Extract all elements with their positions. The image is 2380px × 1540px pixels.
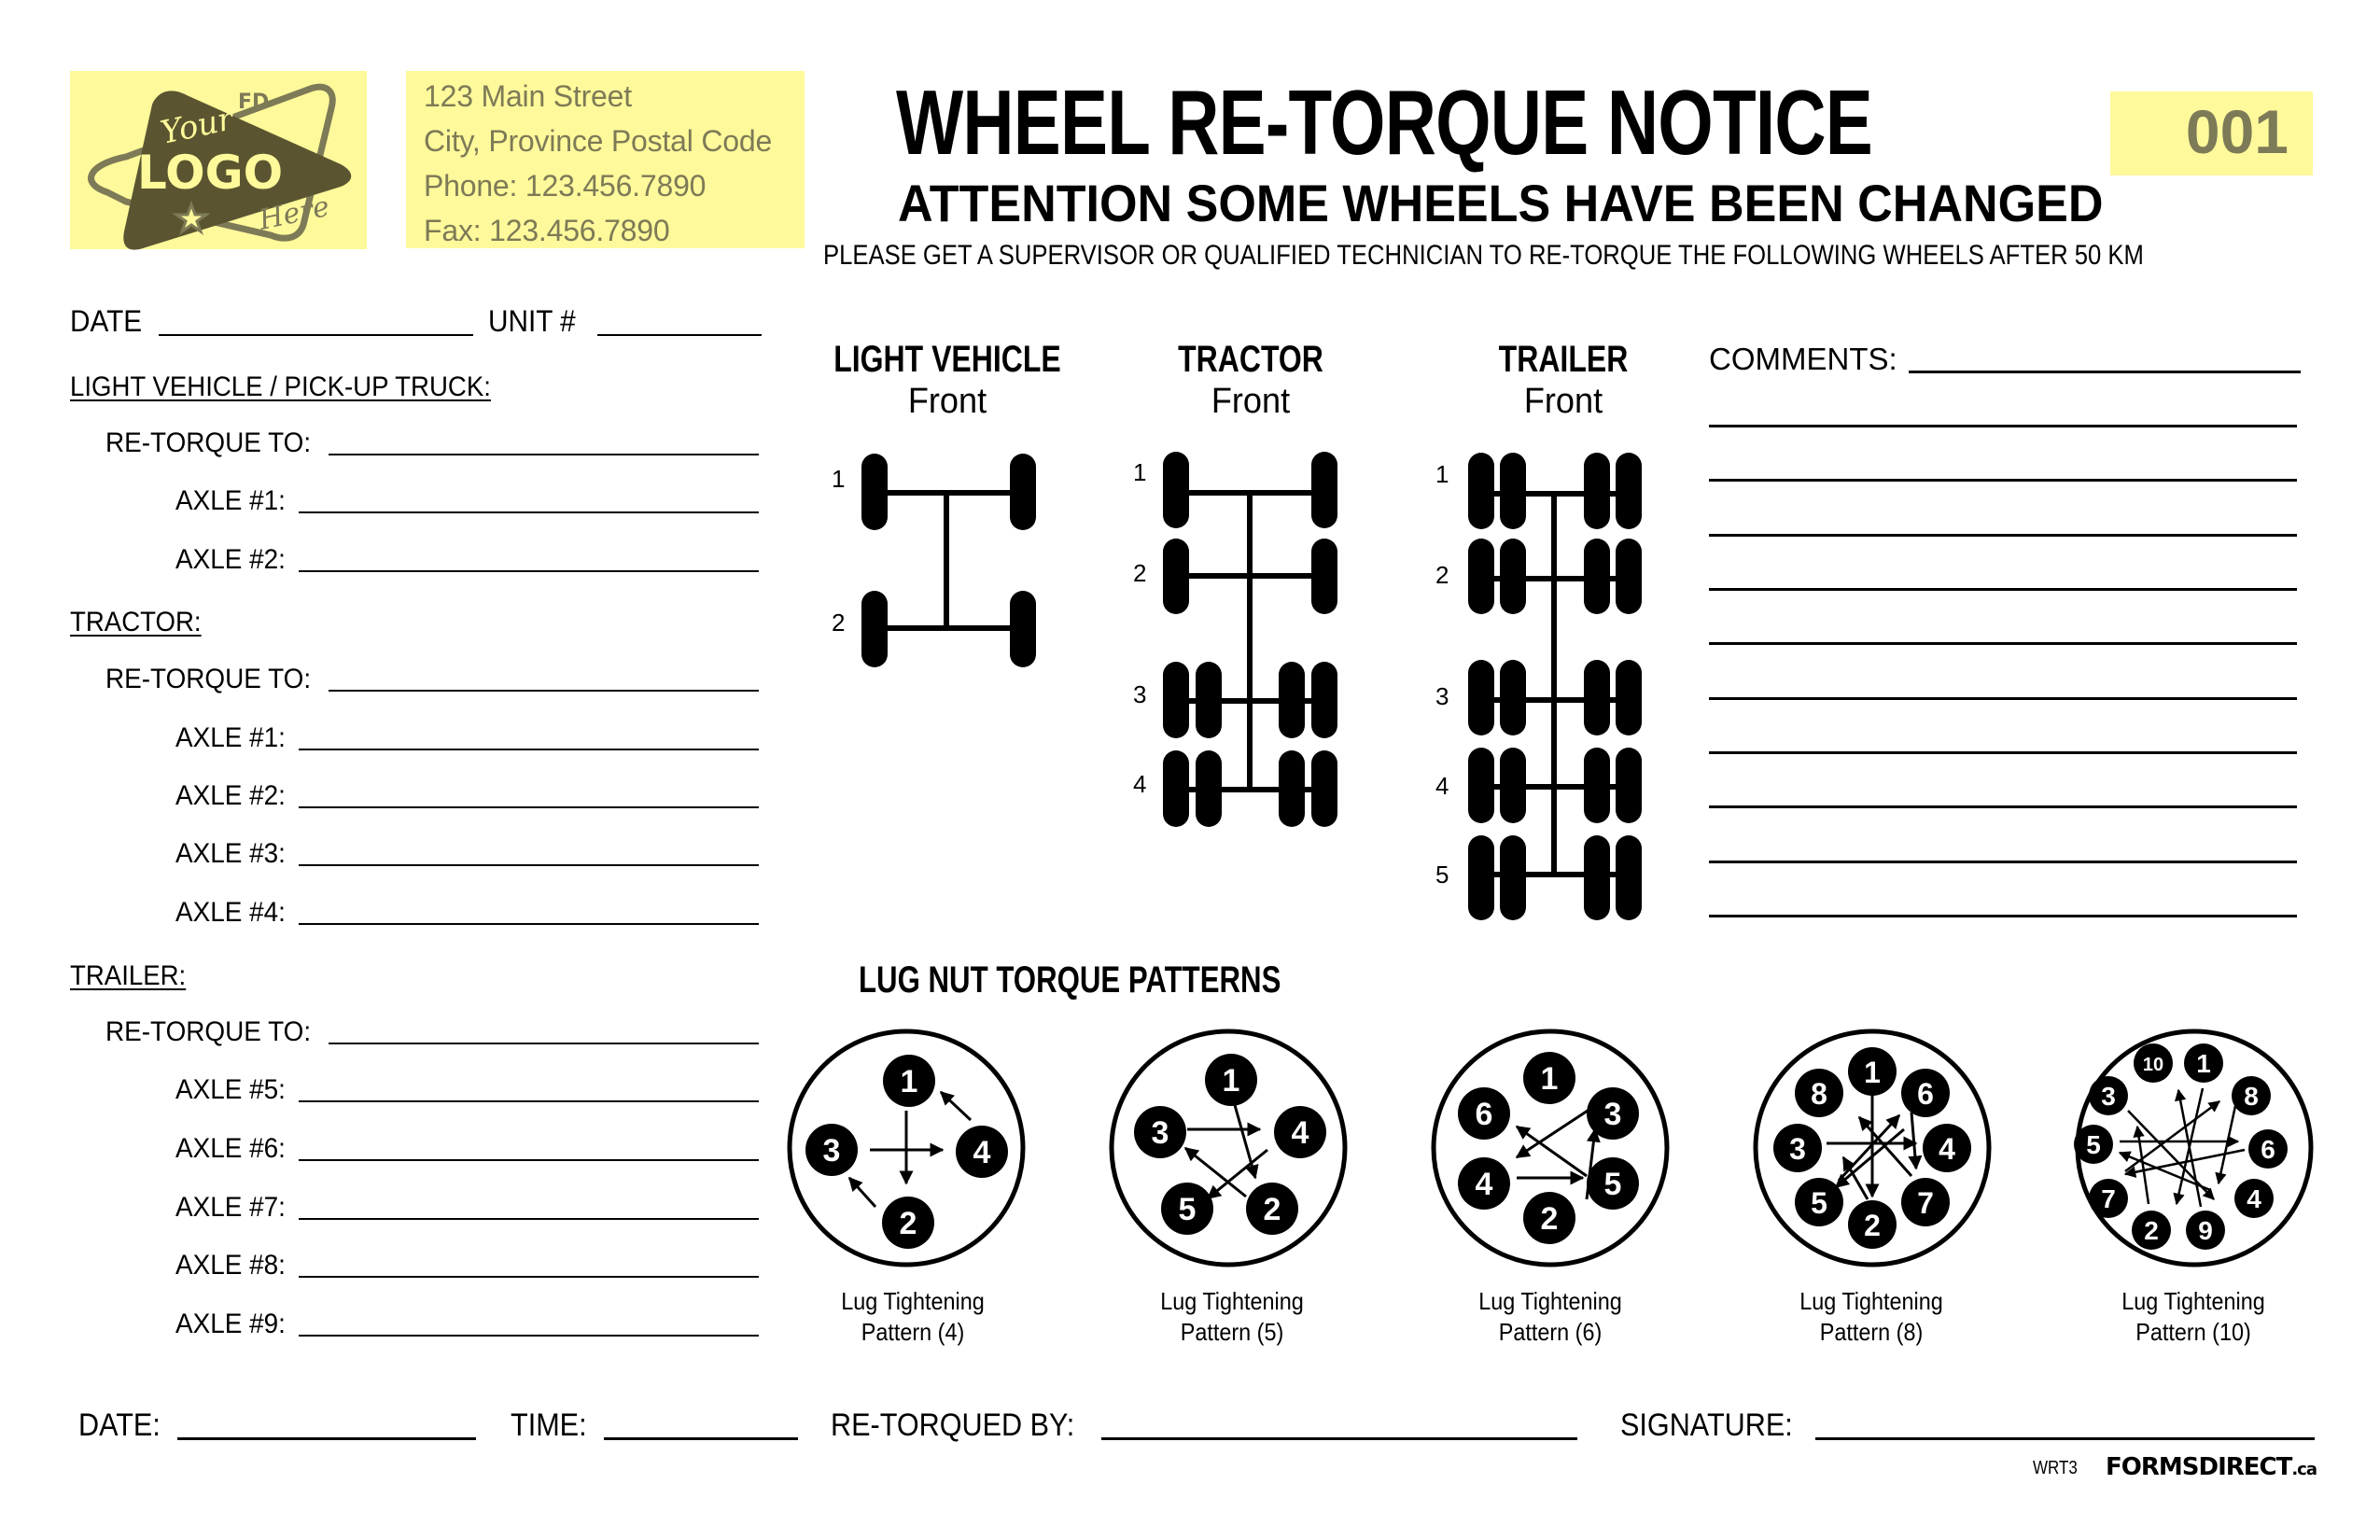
- svg-text:3: 3: [2101, 1082, 2116, 1111]
- footer-retorqued-by-input[interactable]: [1101, 1437, 1577, 1440]
- footer-time-label: TIME:: [511, 1407, 587, 1443]
- lug-pattern-6-icon: [1434, 1031, 1667, 1265]
- trailer-diagram-title: TRAILER: [1498, 339, 1629, 380]
- tractor-axle-3-label: AXLE #3:: [175, 838, 286, 869]
- svg-text:5: 5: [2086, 1130, 2101, 1159]
- lv-retorque-label: RE-TORQUE TO:: [105, 427, 312, 458]
- lug-caption-10: [2084, 1286, 2303, 1348]
- logo-text-logo: LOGO: [137, 146, 284, 200]
- address-phone: Phone: 123.456.7890: [424, 169, 707, 203]
- svg-text:1: 1: [1222, 1063, 1240, 1099]
- date-label: DATE: [70, 304, 143, 338]
- trailer-axle-9-label: AXLE #9:: [175, 1309, 286, 1339]
- tractor-diagram-front: Front: [1211, 382, 1291, 421]
- footer-signature-input[interactable]: [1815, 1437, 2315, 1440]
- lug-caption-6-line2: Pattern (6): [1498, 1318, 1603, 1346]
- svg-text:4: 4: [1291, 1115, 1309, 1151]
- trailer-axle-5-label: AXLE #5:: [175, 1074, 286, 1105]
- svg-text:3: 3: [1789, 1132, 1806, 1166]
- page-subtitle: ATTENTION SOME WHEELS HAVE BEEN CHANGED: [898, 174, 2104, 232]
- lug-caption-4-line1: Lug Tightening: [841, 1287, 985, 1315]
- lv-diagram-title: LIGHT VEHICLE: [833, 339, 1061, 380]
- footer-date-label: DATE:: [78, 1407, 161, 1443]
- lv-diagram-front: Front: [907, 382, 987, 421]
- tractor-axle-number-4: 4: [1133, 770, 1147, 798]
- page-title: WHEEL RE-TORQUE NOTICE: [896, 71, 1872, 174]
- svg-text:3: 3: [822, 1133, 841, 1169]
- lv-axle-2-label: AXLE #2:: [175, 544, 286, 575]
- tractor-diagram-title: TRACTOR: [1178, 339, 1323, 380]
- svg-text:5: 5: [1603, 1167, 1622, 1202]
- svg-text:7: 7: [2101, 1184, 2116, 1213]
- svg-text:8: 8: [2244, 1082, 2259, 1111]
- form-code: WRT3: [2033, 1458, 2078, 1478]
- svg-text:5: 5: [1811, 1186, 1827, 1220]
- lug-pattern-5-icon: [1112, 1031, 1345, 1265]
- logo-badge: FD: [238, 91, 270, 114]
- tractor-axle-1-label: AXLE #1:: [175, 722, 286, 753]
- form-number: 001: [2185, 97, 2289, 166]
- trailer-retorque-label: RE-TORQUE TO:: [105, 1016, 312, 1047]
- svg-text:8: 8: [1811, 1077, 1827, 1111]
- svg-text:4: 4: [1939, 1132, 1955, 1166]
- lug-caption-5-line1: Lug Tightening: [1160, 1287, 1304, 1315]
- svg-text:4: 4: [973, 1135, 991, 1170]
- svg-text:1: 1: [1540, 1061, 1559, 1097]
- svg-text:4: 4: [1475, 1167, 1493, 1202]
- lug-caption-6: [1441, 1286, 1659, 1348]
- light-vehicle-heading: LIGHT VEHICLE / PICK-UP TRUCK:: [70, 371, 491, 402]
- svg-text:10: 10: [2142, 1055, 2164, 1075]
- lug-patterns-title: LUG NUT TORQUE PATTERNS: [859, 959, 1281, 1001]
- svg-text:9: 9: [2198, 1216, 2213, 1245]
- address-street: 123 Main Street: [424, 79, 632, 113]
- lug-pattern-10-icon: [2074, 1031, 2311, 1265]
- trailer-axle-8-label: AXLE #8:: [175, 1250, 286, 1281]
- trailer-axle-number-5: 5: [1435, 861, 1449, 889]
- logo-text-here: Here: [256, 189, 333, 237]
- lug-caption-8: [1762, 1286, 1981, 1348]
- svg-text:6: 6: [1917, 1077, 1934, 1111]
- comments-label: COMMENTS:: [1709, 342, 1897, 376]
- svg-text:1: 1: [1864, 1056, 1881, 1089]
- lug-caption-5-line2: Pattern (5): [1180, 1318, 1284, 1346]
- trailer-axle-number-4: 4: [1435, 772, 1449, 800]
- lug-caption-10-line2: Pattern (10): [2135, 1318, 2251, 1346]
- tractor-axle-number-3: 3: [1133, 680, 1147, 708]
- tractor-axle-4-label: AXLE #4:: [175, 897, 286, 928]
- svg-text:1: 1: [2196, 1049, 2211, 1078]
- tractor-axle-2-label: AXLE #2:: [175, 780, 286, 811]
- lug-pattern-8-icon: [1756, 1031, 1989, 1265]
- svg-text:7: 7: [1917, 1186, 1934, 1220]
- lug-caption-10-line1: Lug Tightening: [2121, 1287, 2265, 1315]
- lv-axle-number-2: 2: [832, 609, 846, 637]
- lug-caption-4-line2: Pattern (4): [861, 1318, 965, 1346]
- svg-text:2: 2: [1540, 1201, 1559, 1237]
- svg-text:3: 3: [1151, 1115, 1169, 1151]
- lv-axle-1-label: AXLE #1:: [175, 485, 286, 516]
- footer-date-input[interactable]: [177, 1437, 476, 1440]
- address-city: City, Province Postal Code: [424, 124, 773, 158]
- svg-text:5: 5: [1178, 1192, 1197, 1227]
- svg-text:6: 6: [1475, 1097, 1493, 1132]
- svg-text:2: 2: [2144, 1216, 2159, 1245]
- footer-retorqued-by-label: RE-TORQUED BY:: [831, 1407, 1075, 1443]
- svg-text:2: 2: [1864, 1209, 1881, 1242]
- trailer-axle-number-3: 3: [1435, 682, 1449, 710]
- tractor-axle-number-1: 1: [1133, 458, 1147, 486]
- tractor-retorque-label: RE-TORQUE TO:: [105, 664, 312, 694]
- footer-signature-label: SIGNATURE:: [1620, 1407, 1793, 1443]
- instruction-notice: PLEASE GET A SUPERVISOR OR QUALIFIED TECHNICIAN TO RE-TORQUE THE FOLLOWING WHEELS AFTER 50 KM: [823, 240, 2144, 271]
- logo-text-your: Your: [157, 100, 237, 152]
- svg-text:4: 4: [2247, 1184, 2261, 1213]
- lug-caption-8-line1: Lug Tightening: [1799, 1287, 1943, 1315]
- lv-axle-number-1: 1: [832, 465, 846, 493]
- svg-text:2: 2: [899, 1206, 917, 1241]
- unit-label: UNIT #: [488, 304, 576, 338]
- svg-text:1: 1: [900, 1064, 918, 1099]
- lug-caption-5: [1123, 1286, 1341, 1348]
- trailer-axle-number-1: 1: [1435, 460, 1449, 488]
- lug-caption-4: [804, 1286, 1022, 1348]
- address-fax: Fax: 123.456.7890: [424, 214, 670, 247]
- trailer-axle-6-label: AXLE #6:: [175, 1133, 286, 1164]
- brand-logo: [2106, 1455, 2317, 1479]
- lug-pattern-4-icon: [790, 1031, 1023, 1265]
- tractor-heading: TRACTOR:: [70, 607, 202, 637]
- lug-caption-8-line2: Pattern (8): [1819, 1318, 1924, 1346]
- trailer-heading: TRAILER:: [70, 960, 187, 991]
- trailer-axle-7-label: AXLE #7:: [175, 1192, 286, 1223]
- brand-suffix: .ca: [2291, 1460, 2317, 1479]
- brand-name: FORMSDIRECT: [2106, 1453, 2292, 1481]
- trailer-diagram-front: Front: [1523, 382, 1603, 421]
- tractor-axle-number-2: 2: [1133, 559, 1147, 587]
- lug-caption-6-line1: Lug Tightening: [1478, 1287, 1622, 1315]
- svg-text:3: 3: [1603, 1097, 1622, 1132]
- footer-time-input[interactable]: [604, 1437, 798, 1440]
- trailer-axle-number-2: 2: [1435, 561, 1449, 589]
- svg-text:6: 6: [2261, 1135, 2275, 1164]
- svg-text:2: 2: [1263, 1192, 1281, 1227]
